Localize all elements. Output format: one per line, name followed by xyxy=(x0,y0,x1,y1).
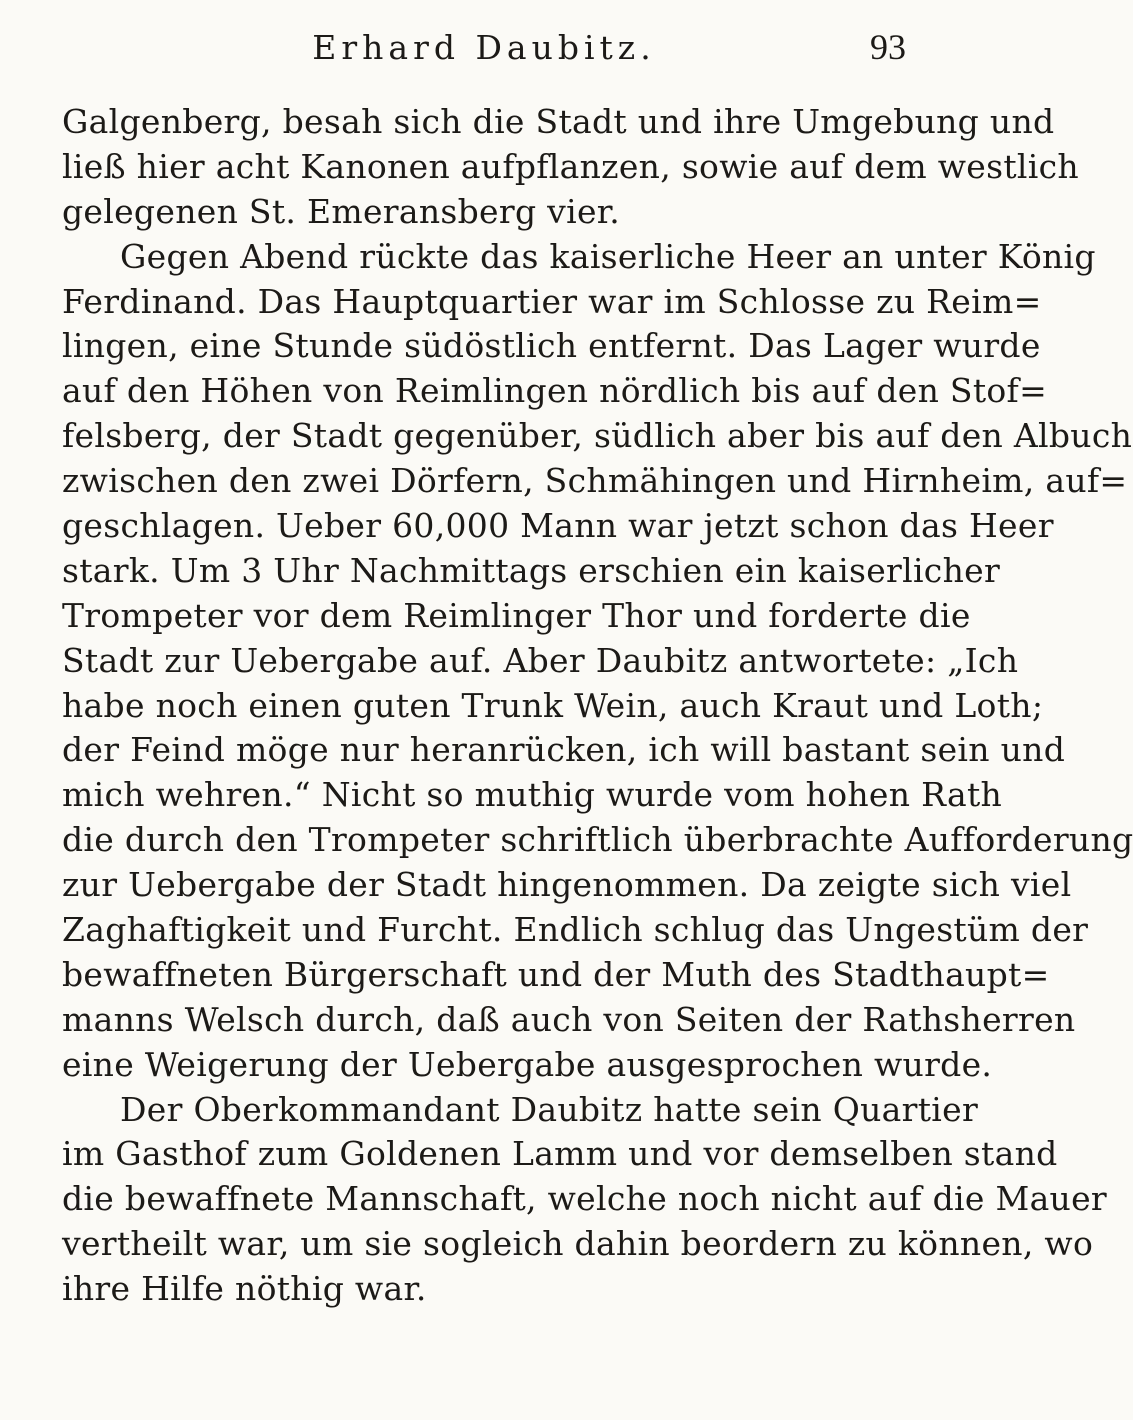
text-line: Trompeter vor dem Reimlinger Thor und forderte die xyxy=(62,595,971,635)
body-text xyxy=(62,100,1133,1312)
text-line: vertheilt war, um sie sogleich dahin beordern zu können, wo xyxy=(62,1224,1094,1264)
paragraph xyxy=(62,100,1079,235)
text-line: eine Weigerung der Uebergabe ausgesprochen wurde. xyxy=(62,1044,993,1084)
text-line: habe noch einen guten Trunk Wein, auch Kraut und Loth; xyxy=(62,685,1044,725)
page-number: 93 xyxy=(870,27,906,67)
text-line: auf den Höhen von Reimlingen nördlich bis auf den Stof= xyxy=(62,371,1048,411)
paragraph xyxy=(62,1088,1108,1312)
text-line: Ferdinand. Das Hauptquartier war im Schlosse zu Reim= xyxy=(62,281,1042,321)
text-line: Zaghaftigkeit und Furcht. Endlich schlug das Ungestüm der xyxy=(62,910,1089,950)
page-header xyxy=(62,26,906,76)
text-line: zur Uebergabe der Stadt hingenommen. Da zeigte sich viel xyxy=(62,865,1072,905)
text-line: Galgenberg, besah sich die Stadt und ihre Umgebung und xyxy=(62,102,1055,141)
text-line: manns Welsch durch, daß auch von Seiten der Rathsherren xyxy=(62,999,1076,1039)
text-line: die durch den Trompeter schriftlich überbrachte Aufforderung xyxy=(62,820,1133,860)
text-line: der Feind möge nur heranrücken, ich will bastant sein und xyxy=(62,730,1066,770)
text-line: Der Oberkommandant Daubitz hatte sein Quartier xyxy=(120,1089,979,1129)
text-line: Gegen Abend rückte das kaiserliche Heer an unter König xyxy=(120,236,1096,276)
text-line: mich wehren.“ Nicht so muthig wurde vom hohen Rath xyxy=(62,775,1003,815)
text-line: geschlagen. Ueber 60,000 Mann war jetzt schon das Heer xyxy=(62,506,1054,546)
text-line: gelegenen St. Emeransberg vier. xyxy=(62,191,621,231)
text-line: ließ hier acht Kanonen aufpflanzen, sowie auf dem westlich xyxy=(62,146,1079,186)
text-line: stark. Um 3 Uhr Nachmittags erschien ein kaiserlicher xyxy=(62,550,1001,590)
running-head: Erhard Daubitz. xyxy=(312,28,656,67)
text-line: felsberg, der Stadt gegenüber, südlich aber bis auf den Albuch xyxy=(62,416,1133,456)
text-line: zwischen den zwei Dörfern, Schmähingen und Hirnheim, auf= xyxy=(62,461,1128,501)
text-line: die bewaffnete Mannschaft, welche noch nicht auf die Mauer xyxy=(62,1179,1108,1219)
text-line: bewaffneten Bürgerschaft und der Muth des Stadthaupt= xyxy=(62,954,1050,994)
text-line: ihre Hilfe nöthig war. xyxy=(62,1269,427,1309)
text-line: lingen, eine Stunde südöstlich entfernt. Das Lager wurde xyxy=(62,326,1041,366)
paragraph xyxy=(62,235,1133,1088)
text-line: im Gasthof zum Goldenen Lamm und vor demselben stand xyxy=(62,1134,1058,1174)
text-line: Stadt zur Uebergabe auf. Aber Daubitz antwortete: „Ich xyxy=(62,640,1019,680)
